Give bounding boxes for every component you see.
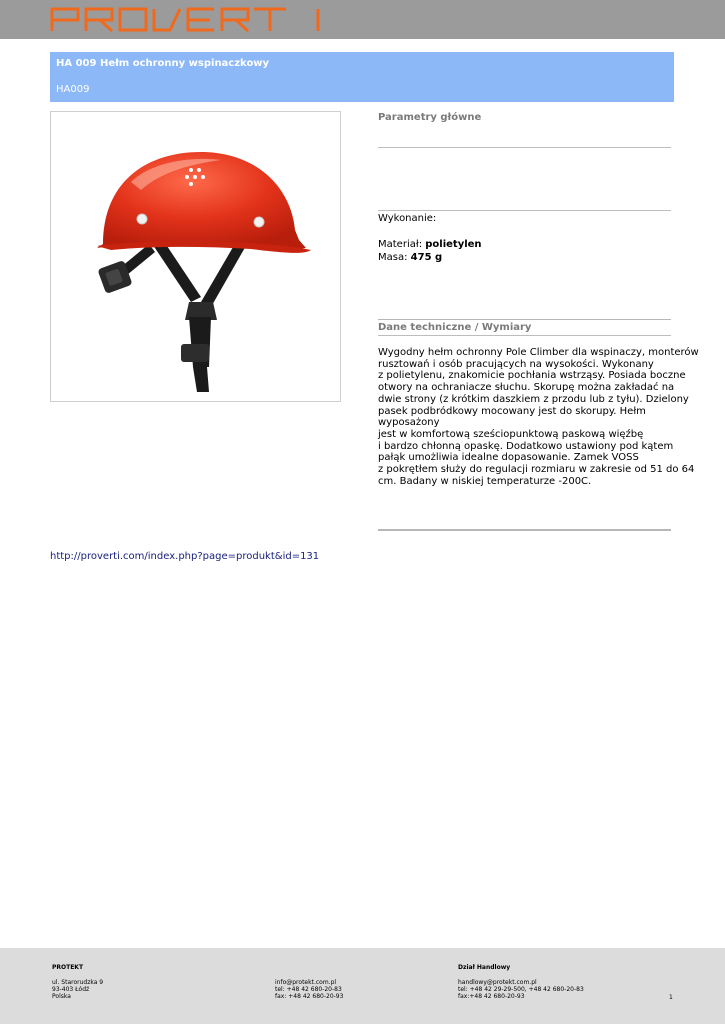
- footer-email: info@protekt.com.pl: [275, 979, 337, 986]
- divider: [378, 529, 671, 531]
- tech-heading: Dane techniczne / Wymiary: [378, 322, 532, 333]
- footer-fax: fax: +48 42 680-20-93: [275, 993, 344, 1000]
- source-link[interactable]: http://proverti.com/index.php?page=produkt&id=131: [50, 551, 320, 562]
- description-line: jest w komfortową sześciopunktową paskową więźbę: [378, 428, 644, 440]
- description-line: i bardzo chłonną opaskę. Dodatkowo ustawiony pod kątem: [378, 440, 674, 452]
- footer-company: PROTEKT: [52, 964, 84, 971]
- execution-label: Wykonanie:: [378, 213, 437, 224]
- description-line: pasek podbródkowy mocowany jest do skorupy. Hełm: [378, 405, 646, 417]
- description-line: pałąk umożliwia idealne dopasowanie. Zamek VOSS: [378, 452, 639, 464]
- footer-phone: tel: +48 42 680-20-83: [275, 986, 342, 993]
- footer-country: Polska: [52, 993, 71, 1000]
- description-line: z polietylenu, znakomicie pochłania wstrząsy. Posiada boczne: [378, 370, 686, 382]
- description-line: cm. Badany w niskiej temperaturze -200C.: [378, 475, 592, 487]
- material-label: Materiał:: [378, 239, 423, 250]
- footer-sales-title: Dział Handlowy: [458, 964, 511, 971]
- description-line: rusztowań i osób pracujących na wysokości. Wykonany: [378, 358, 654, 370]
- divider: [378, 319, 671, 320]
- footer: [0, 948, 725, 1024]
- proverti-logo: [50, 7, 326, 32]
- footer-street: ul. Starorudzka 9: [52, 979, 104, 986]
- header-bar: [0, 0, 725, 39]
- page-number: 1: [669, 994, 673, 1001]
- helmet-photo: [51, 112, 340, 401]
- tech-description: [378, 347, 699, 487]
- footer-sales-phone: tel: +48 42 29-29-500, +48 42 680-20-83: [458, 986, 584, 993]
- description-line: otwory na ochraniacze słuchu. Skorupę można zakładać na: [378, 382, 675, 394]
- divider: [378, 335, 671, 336]
- main-params-heading: Parametry główne: [378, 112, 482, 123]
- footer-sales-email: handlowy@protekt.com.pl: [458, 979, 537, 986]
- product-title: HA 009 Hełm ochronny wspinaczkowy: [56, 58, 270, 69]
- material-row: [378, 238, 482, 251]
- weight-label: Masa:: [378, 252, 408, 263]
- description-line: wyposażony: [378, 417, 440, 429]
- material-value: polietylen: [425, 239, 482, 250]
- weight-row: [378, 251, 442, 264]
- product-photo: [50, 111, 341, 402]
- divider: [378, 210, 671, 211]
- description-line: z pokrętłem służy do regulacji rozmiaru w zakresie od 51 do 64: [378, 464, 695, 476]
- description-line: Wygodny hełm ochronny Pole Climber dla wspinaczy, monterów: [378, 347, 699, 358]
- product-code: HA009: [56, 84, 90, 95]
- footer-sales-fax: fax:+48 42 680-20-93: [458, 993, 525, 1000]
- product-banner: [50, 52, 674, 102]
- weight-value: 475 g: [410, 252, 443, 263]
- footer-city: 93-403 Łódź: [52, 986, 90, 993]
- description-line: dwie strony (z krótkim daszkiem z przodu lub z tyłu). Dzielony: [378, 393, 689, 405]
- divider: [378, 147, 671, 148]
